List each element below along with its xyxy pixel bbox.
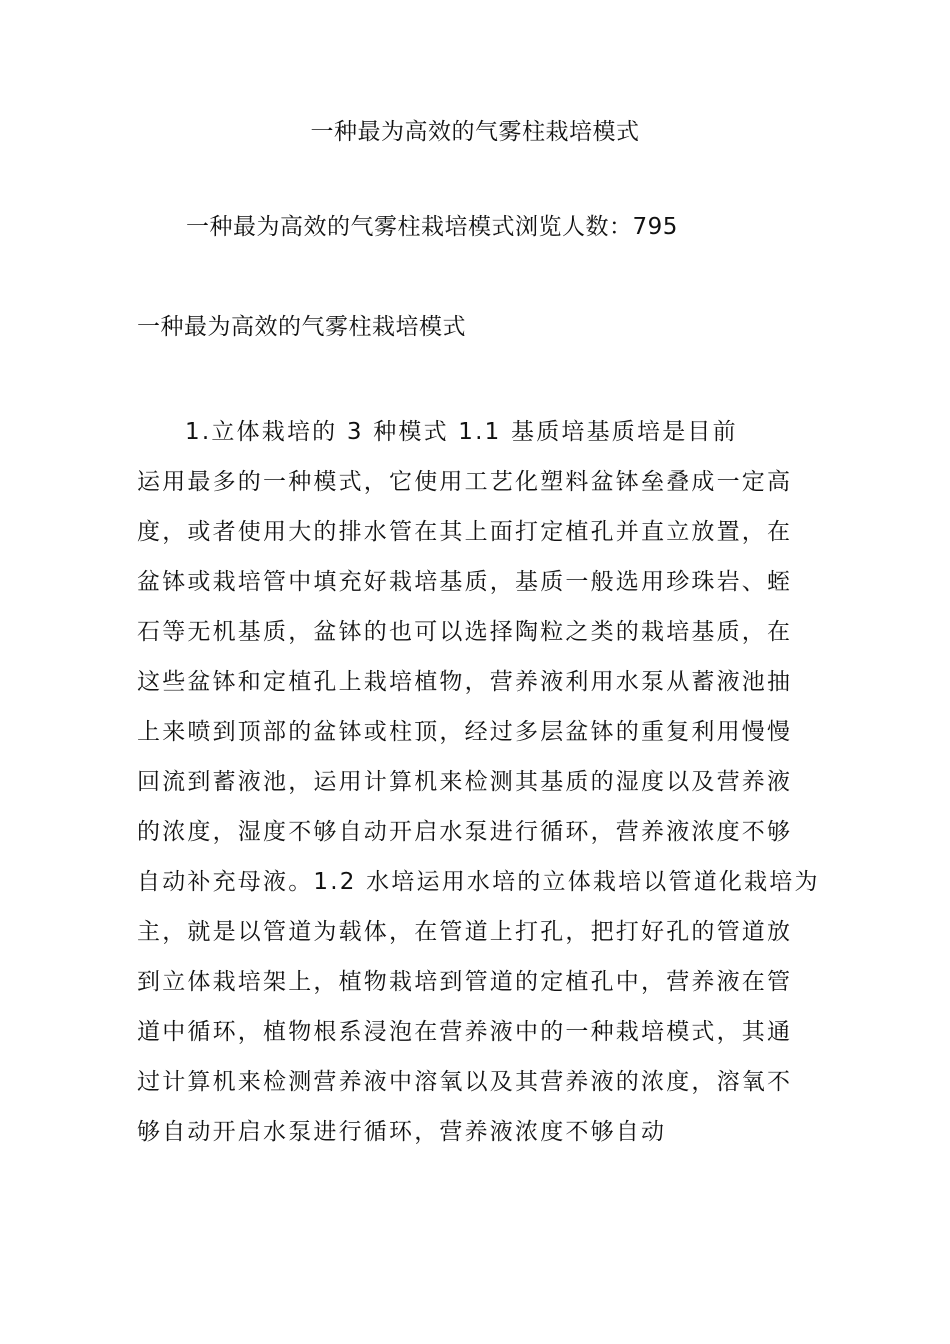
body-line: 运用最多的一种模式，它使用工艺化塑料盆钵垒叠成一定高 xyxy=(137,469,793,495)
body-line: 盆钵或栽培管中填充好栽培基质，基质一般选用珍珠岩、蛭 xyxy=(137,569,793,595)
body-line: 到立体栽培架上，植物栽培到管道的定植孔中，营养液在管 xyxy=(137,969,793,995)
section-heading: 一种最为高效的气雾柱栽培模式 xyxy=(137,314,466,340)
document-title: 一种最为高效的气雾柱栽培模式 xyxy=(310,119,640,145)
body-line: 的浓度，湿度不够自动开启水泵进行循环，营养液浓度不够 xyxy=(137,819,793,845)
body-line: 过计算机来检测营养液中溶氧以及其营养液的浓度，溶氧不 xyxy=(137,1069,793,1095)
body-line: 石等无机基质，盆钵的也可以选择陶粒之类的栽培基质，在 xyxy=(137,619,793,645)
body-paragraph xyxy=(137,407,819,1157)
body-line: 这些盆钵和定植孔上栽培植物，营养液利用水泵从蓄液池抽 xyxy=(137,669,793,695)
body-line: 回流到蓄液池，运用计算机来检测其基质的湿度以及营养液 xyxy=(137,769,793,795)
body-line: 道中循环，植物根系浸泡在营养液中的一种栽培模式，其通 xyxy=(137,1019,793,1045)
body-line: 够自动开启水泵进行循环，营养液浓度不够自动 xyxy=(137,1119,667,1145)
body-line: 主，就是以管道为载体，在管道上打孔，把打好孔的管道放 xyxy=(137,919,793,945)
body-line: 自动补充母液。1.2 水培运用水培的立体栽培以管道化栽培为 xyxy=(137,869,820,895)
body-line: 度，或者使用大的排水管在其上面打定植孔并直立放置，在 xyxy=(137,519,793,545)
views-count-line: 一种最为高效的气雾柱栽培模式浏览人数：795 xyxy=(186,214,678,240)
body-line: 上来喷到顶部的盆钵或柱顶，经过多层盆钵的重复利用慢慢 xyxy=(137,719,793,745)
body-line: 1.立体栽培的 3 种模式 1.1 基质培基质培是目前 xyxy=(185,419,738,445)
